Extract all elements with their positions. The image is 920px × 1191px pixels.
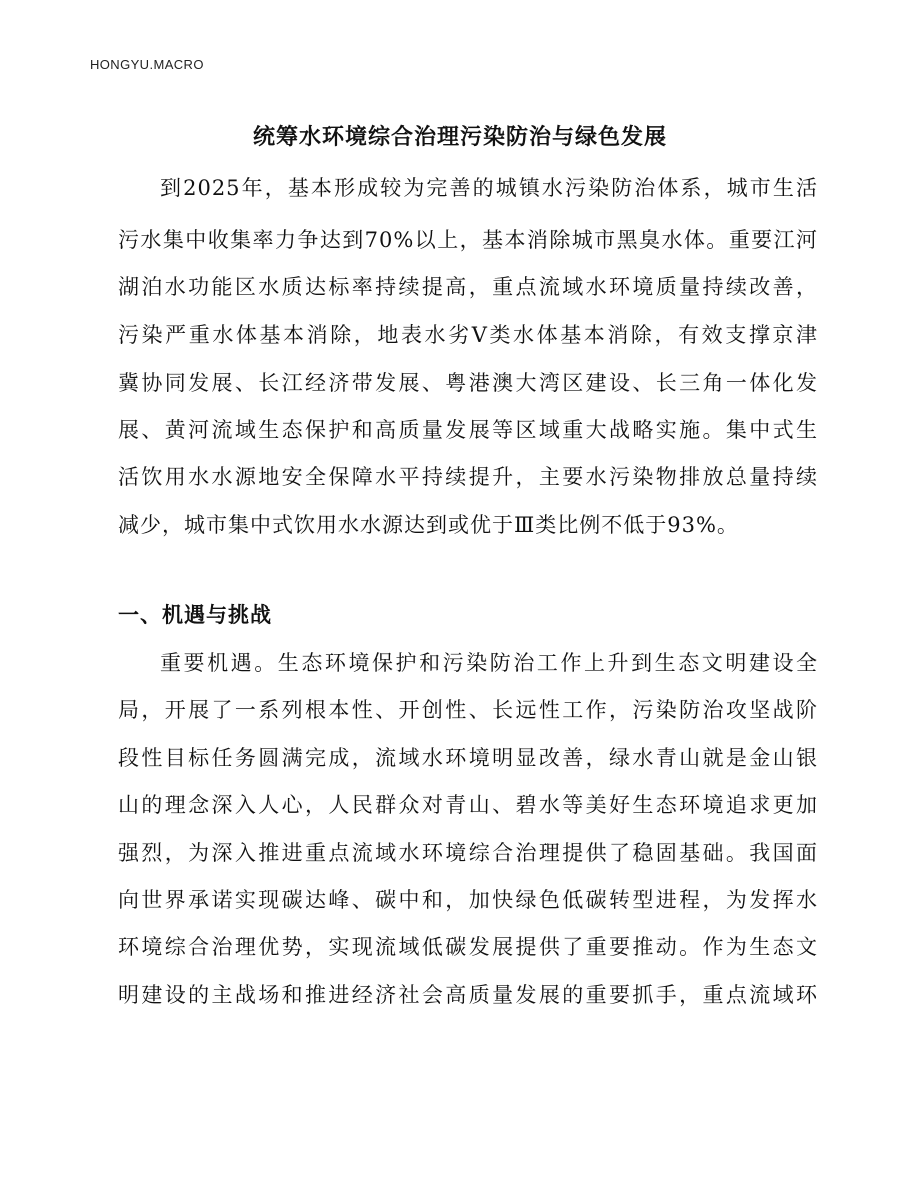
header-mark: HONGYU.MACRO [90,57,204,72]
section-heading-opportunities: 一、机遇与挑战 [118,602,272,627]
paragraph-line: 山的理念深入人心，人民群众对青山、碧水等美好生态环境追求更加 [118,793,818,817]
paragraph-line: 强烈，为深入推进重点流域水环境综合治理提供了稳固基础。我国面 [118,841,818,865]
paragraph-line: 活饮用水水源地安全保障水平持续提升，主要水污染物排放总量持续 [118,465,818,489]
paragraph-line: 明建设的主战场和推进经济社会高质量发展的重要抓手，重点流域环 [118,983,818,1007]
paragraph-line: 展、黄河流域生态保护和高质量发展等区域重大战略实施。集中式生 [118,418,818,442]
document-title: 统筹水环境综合治理污染防治与绿色发展 [252,124,667,150]
paragraph-line: 向世界承诺实现碳达峰、碳中和，加快绿色低碳转型进程，为发挥水 [118,888,818,912]
paragraph-line: 环境综合治理优势，实现流域低碳发展提供了重要推动。作为生态文 [118,935,818,959]
paragraph-line: 重要机遇。生态环境保护和污染防治工作上升到生态文明建设全 [160,651,818,675]
paragraph-line: 污染严重水体基本消除，地表水劣Ⅴ类水体基本消除，有效支撑京津 [118,323,818,347]
paragraph-line: 段性目标任务圆满完成，流域水环境明显改善，绿水青山就是金山银 [118,746,818,770]
paragraph-line: 到2025年，基本形成较为完善的城镇水污染防治体系，城市生活 [160,176,818,200]
paragraph-line: 减少，城市集中式饮用水水源达到或优于Ⅲ类比例不低于93%。 [118,513,739,537]
paragraph-line: 湖泊水功能区水质达标率持续提高，重点流域水环境质量持续改善， [118,275,818,299]
paragraph-line: 局，开展了一系列根本性、开创性、长远性工作，污染防治攻坚战阶 [118,698,818,722]
paragraph-line: 污水集中收集率力争达到70%以上，基本消除城市黑臭水体。重要江河 [118,228,818,252]
paragraph-line: 冀协同发展、长江经济带发展、粤港澳大湾区建设、长三角一体化发 [118,371,818,395]
